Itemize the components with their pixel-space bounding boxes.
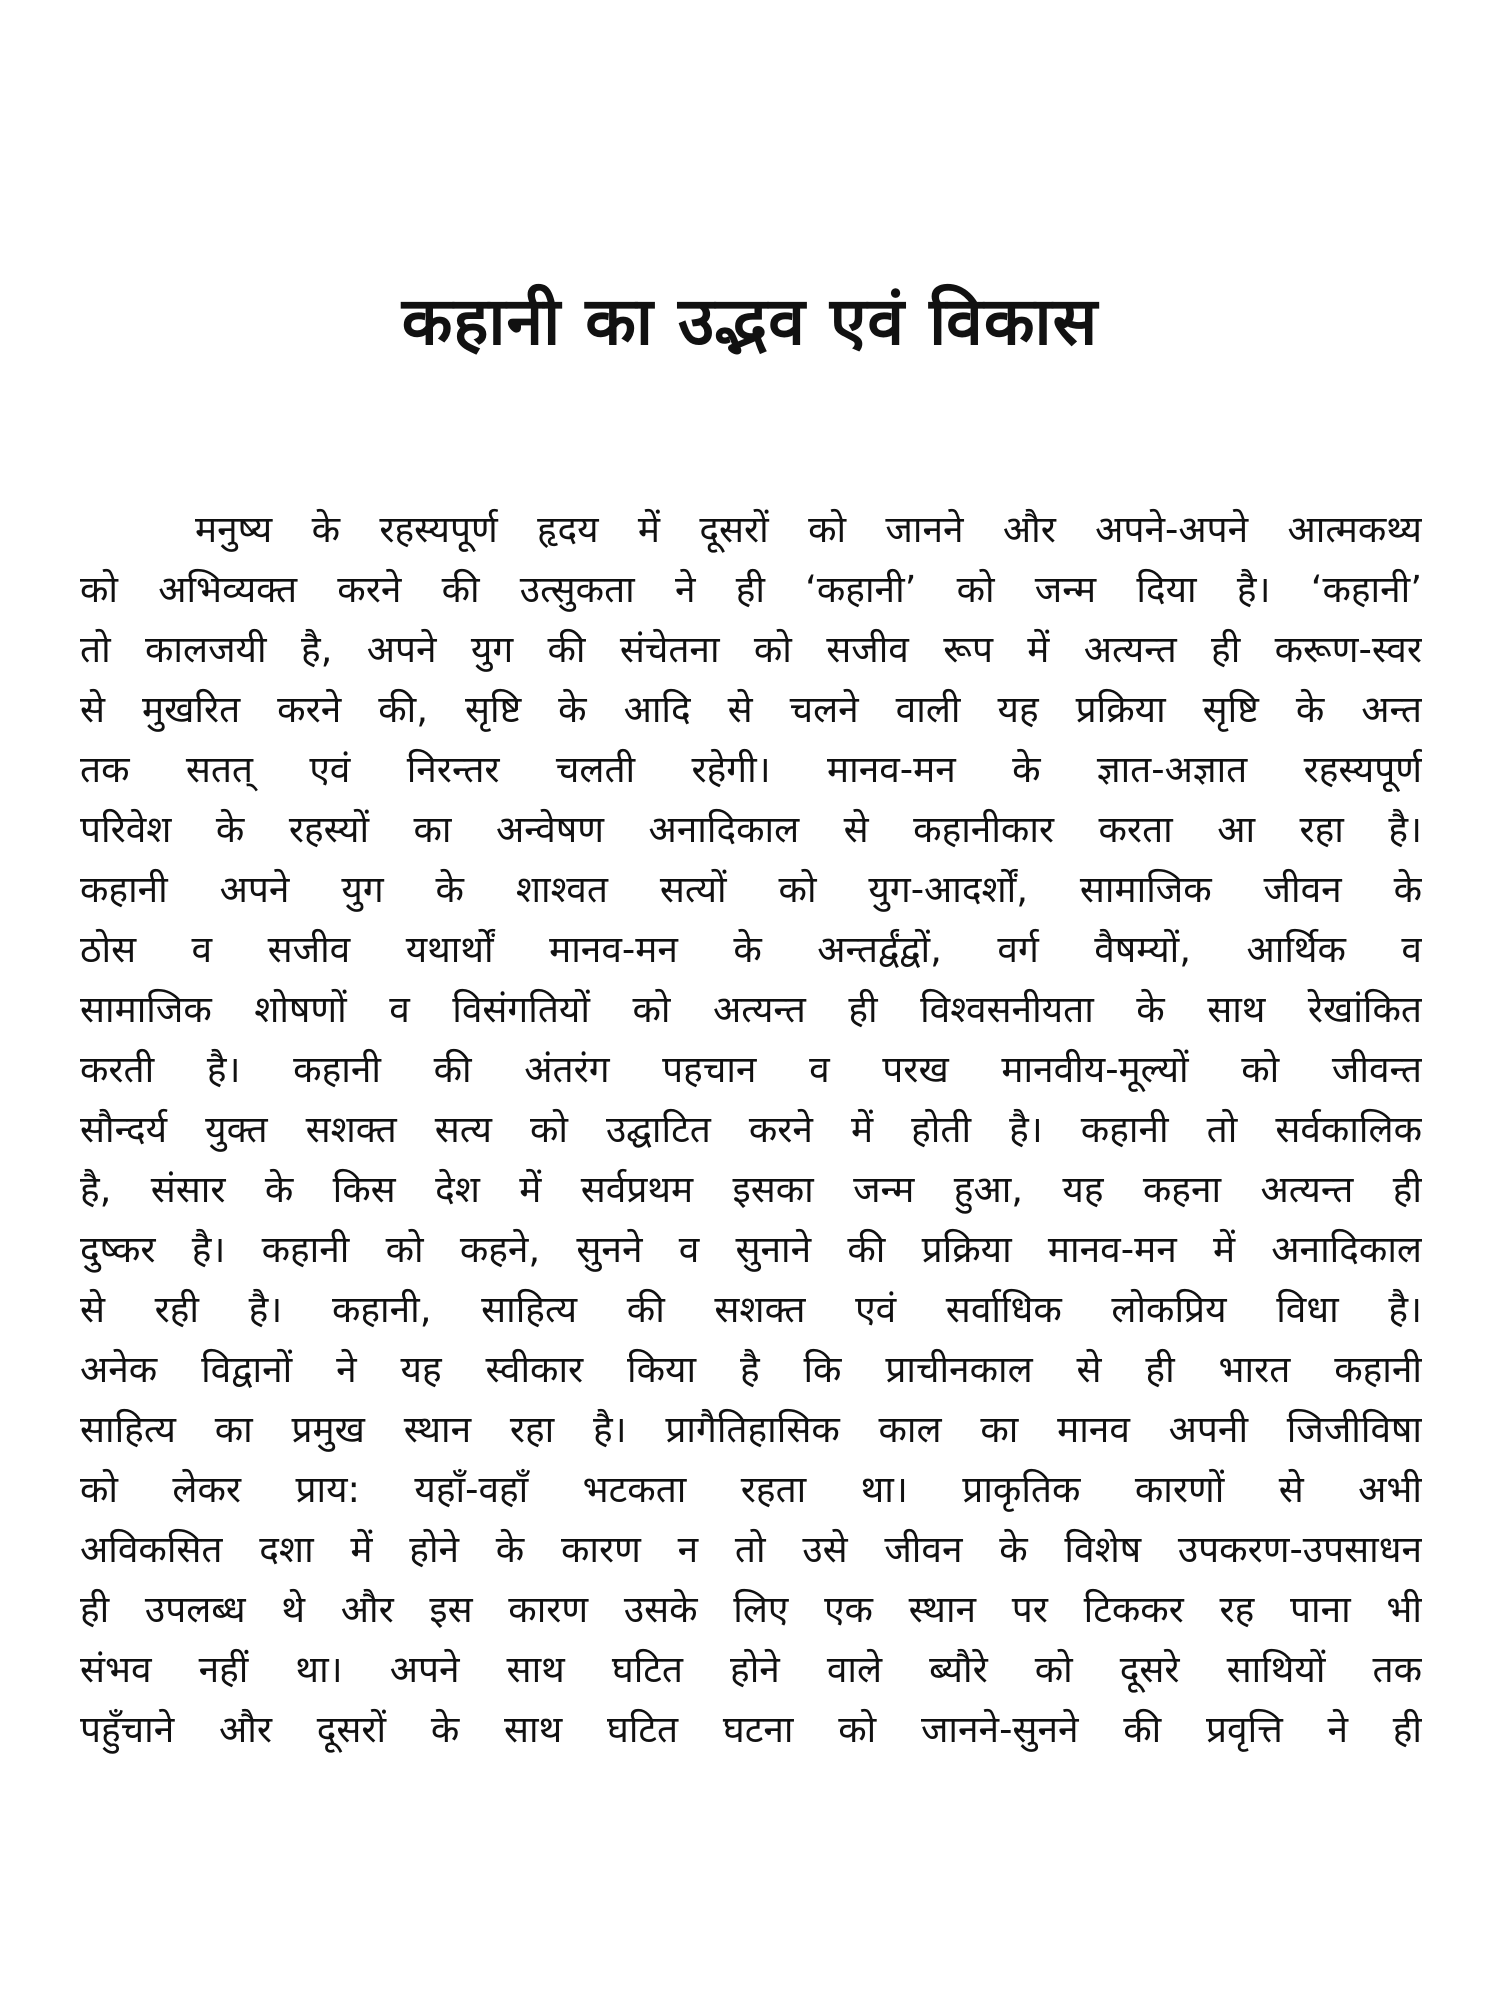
paragraph	[80, 500, 1422, 1760]
text-line: सौन्दर्य युक्त सशक्त सत्य को उद्घाटित करने में होती है। कहानी तो सर्वकालिक	[80, 1108, 1422, 1151]
text-line: सामाजिक शोषणों व विसंगतियों को अत्यन्त ही विश्वसनीयता के साथ रेखांकित	[80, 988, 1422, 1031]
text-line: को लेकर प्राय: यहाँ-वहाँ भटकता रहता था। प्राकृतिक कारणों से अभी	[80, 1468, 1422, 1511]
text-line: है, संसार के किस देश में सर्वप्रथम इसका जन्म हुआ, यह कहना अत्यन्त ही	[80, 1168, 1422, 1211]
text-line: कहानी अपने युग के शाश्वत सत्यों को युग-आदर्शों, सामाजिक जीवन के	[80, 868, 1422, 911]
text-line: को अभिव्यक्त करने की उत्सुकता ने ही ‘कहानी’ को जन्म दिया है। ‘कहानी’	[80, 568, 1422, 611]
text-line: तक सतत् एवं निरन्तर चलती रहेगी। मानव-मन के ज्ञात-अज्ञात रहस्यपूर्ण	[80, 748, 1422, 791]
text-line: संभव नहीं था। अपने साथ घटित होने वाले ब्यौरे को दूसरे साथियों तक	[80, 1648, 1422, 1691]
text-line: परिवेश के रहस्यों का अन्वेषण अनादिकाल से कहानीकार करता आ रहा है।	[80, 808, 1422, 851]
text-line: से मुखरित करने की, सृष्टि के आदि से चलने वाली यह प्रक्रिया सृष्टि के अन्त	[80, 688, 1422, 731]
text-line: ठोस व सजीव यथार्थों मानव-मन के अन्तर्द्वंद्वों, वर्ग वैषम्यों, आर्थिक व	[80, 928, 1422, 971]
text-line: मनुष्य के रहस्यपूर्ण हृदय में दूसरों को जानने और अपने-अपने आत्मकथ्य	[195, 508, 1422, 551]
text-line: अविकसित दशा में होने के कारण न तो उसे जीवन के विशेष उपकरण-उपसाधन	[80, 1528, 1422, 1571]
chapter-title: कहानी का उद्भव एवं विकास	[401, 283, 1099, 360]
text-line: साहित्य का प्रमुख स्थान रहा है। प्रागैतिहासिक काल का मानव अपनी जिजीविषा	[80, 1408, 1422, 1451]
text-line: से रही है। कहानी, साहित्य की सशक्त एवं सर्वाधिक लोकप्रिय विधा है।	[80, 1288, 1422, 1331]
text-line: दुष्कर है। कहानी को कहने, सुनने व सुनाने की प्रक्रिया मानव-मन में अनादिकाल	[80, 1228, 1422, 1271]
text-line: अनेक विद्वानों ने यह स्वीकार किया है कि प्राचीनकाल से ही भारत कहानी	[80, 1348, 1422, 1391]
text-line: तो कालजयी है, अपने युग की संचेतना को सजीव रूप में अत्यन्त ही करूण-स्वर	[80, 628, 1422, 671]
text-line: पहुँचाने और दूसरों के साथ घटित घटना को जानने-सुनने की प्रवृत्ति ने ही	[80, 1708, 1422, 1751]
text-line: करती है। कहानी की अंतरंग पहचान व परख मानवीय-मूल्यों को जीवन्त	[80, 1048, 1422, 1091]
text-line: ही उपलब्ध थे और इस कारण उसके लिए एक स्थान पर टिककर रह पाना भी	[80, 1588, 1422, 1631]
